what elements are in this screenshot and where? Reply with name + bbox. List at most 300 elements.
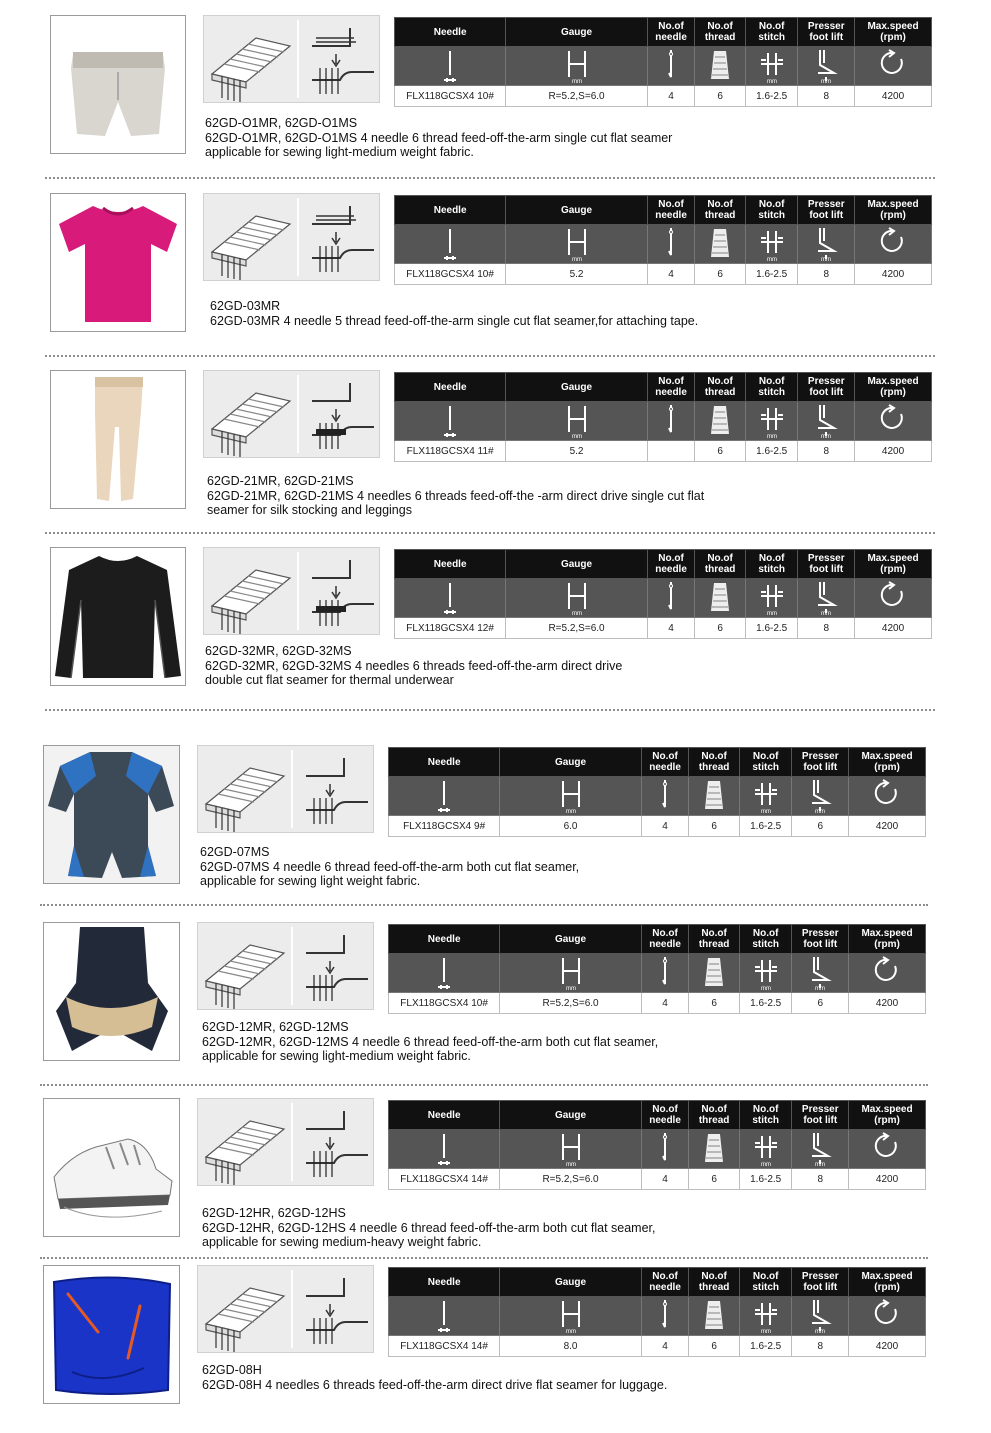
spec-icon-cell bbox=[792, 954, 849, 993]
seam-diagram bbox=[197, 1265, 374, 1353]
spec-value-stitch: 1.6-2.5 bbox=[745, 86, 798, 107]
spec-value-needle: FLX118GCSX4 11# bbox=[395, 441, 506, 462]
svg-text:mm: mm bbox=[821, 79, 832, 85]
spec-header-label: No.of bbox=[752, 1271, 779, 1282]
spec-icon-cell bbox=[641, 1130, 689, 1169]
spec-header-label: (rpm) bbox=[880, 210, 906, 221]
spec-icon-cell bbox=[855, 579, 932, 618]
spec-header-label: No.of bbox=[658, 21, 684, 32]
spec-header-label: thread bbox=[704, 387, 736, 398]
spec-header-no_thread bbox=[689, 1101, 740, 1130]
spec-header-no_stitch bbox=[745, 373, 798, 402]
stitch-length-icon bbox=[758, 225, 786, 263]
spec-header-label: Needle bbox=[433, 558, 467, 570]
needle-icon bbox=[430, 1297, 458, 1335]
spec-icon-cell bbox=[500, 1130, 642, 1169]
svg-text:mm: mm bbox=[815, 986, 826, 992]
spec-value-gauge: R=5.2,S=6.0 bbox=[506, 618, 648, 639]
spec-value-stitch: 1.6-2.5 bbox=[739, 1169, 792, 1190]
gauge-icon bbox=[557, 777, 585, 815]
spec-header-label: foot lift bbox=[809, 564, 844, 575]
spec-header-no_needle bbox=[641, 1101, 689, 1130]
seam-diagram bbox=[203, 15, 380, 103]
product-photo-laptop-sleeve bbox=[43, 1265, 180, 1404]
spec-header-no_needle bbox=[647, 550, 695, 579]
spec-icon-cell bbox=[695, 579, 746, 618]
spec-header-label: No.of bbox=[701, 1104, 727, 1115]
spec-header-label: No.of bbox=[652, 1104, 678, 1115]
svg-text:mm: mm bbox=[565, 986, 576, 992]
spec-icon-cell bbox=[506, 225, 648, 264]
spec-table bbox=[394, 17, 932, 107]
spec-header-label: needle bbox=[655, 387, 687, 398]
product-description-line: double cut flat seamer for thermal underwear bbox=[205, 673, 454, 687]
presser-foot-icon bbox=[812, 402, 840, 440]
spec-header-label: Presser bbox=[807, 553, 845, 564]
spec-icon-cell bbox=[389, 1297, 500, 1336]
spec-header-no_needle bbox=[641, 748, 689, 777]
spec-header-label: stitch bbox=[758, 564, 786, 575]
spec-value-row bbox=[395, 618, 932, 639]
spec-icon-cell bbox=[689, 1130, 740, 1169]
spec-value-presser: 8 bbox=[798, 264, 855, 285]
spec-header-label: foot lift bbox=[803, 1115, 838, 1126]
spec-value-row bbox=[389, 993, 926, 1014]
spec-header-speed bbox=[849, 925, 926, 954]
spec-header-presser bbox=[798, 373, 855, 402]
spec-icon-row bbox=[389, 954, 926, 993]
spec-value-speed: 4200 bbox=[855, 264, 932, 285]
product-description-line: 62GD-32MR, 62GD-32MS 4 needles 6 threads feed-off-the-arm direct drive bbox=[205, 658, 623, 673]
spec-header-label: Gauge bbox=[560, 204, 593, 216]
product-caption bbox=[205, 116, 672, 160]
spec-header-label: No.of bbox=[707, 553, 733, 564]
spec-header-row bbox=[395, 550, 932, 579]
product-model: 62GD-12HR, 62GD-12HS bbox=[202, 1206, 346, 1220]
svg-text:mm: mm bbox=[821, 257, 832, 263]
spec-header-label: Max.speed bbox=[867, 553, 919, 564]
spec-value-row bbox=[389, 1169, 926, 1190]
spec-header-label: Needle bbox=[427, 756, 461, 768]
spec-value-needles: 4 bbox=[641, 993, 689, 1014]
spec-header-label: Needle bbox=[433, 26, 467, 38]
seam-diagram bbox=[203, 193, 380, 281]
svg-text:mm: mm bbox=[821, 611, 832, 617]
single-needle-icon bbox=[657, 579, 685, 617]
presser-foot-icon bbox=[812, 225, 840, 263]
spec-icon-cell bbox=[389, 777, 500, 816]
rotation-icon bbox=[873, 1297, 901, 1335]
spec-icon-cell bbox=[647, 225, 695, 264]
spec-header-label: Max.speed bbox=[861, 1271, 913, 1282]
spec-value-needle: FLX118GCSX4 12# bbox=[395, 618, 506, 639]
spec-header-label: No.of bbox=[658, 376, 684, 387]
spec-header-presser bbox=[798, 18, 855, 47]
thread-spool-icon bbox=[700, 954, 728, 992]
spec-header-label: stitch bbox=[752, 939, 780, 950]
section-divider bbox=[45, 355, 935, 357]
spec-value-presser: 8 bbox=[792, 1169, 849, 1190]
product-section bbox=[0, 193, 991, 343]
spec-icon-cell bbox=[798, 402, 855, 441]
spec-icon-cell bbox=[641, 1297, 689, 1336]
section-divider bbox=[40, 1257, 928, 1259]
product-caption bbox=[202, 1020, 658, 1064]
spec-header-label: thread bbox=[698, 1282, 730, 1293]
spec-header-label: No.of bbox=[758, 553, 785, 564]
spec-header-label: foot lift bbox=[809, 210, 844, 221]
spec-value-row bbox=[395, 264, 932, 285]
presser-foot-icon bbox=[806, 777, 834, 815]
spec-header-gauge bbox=[506, 196, 648, 225]
spec-icon-row bbox=[389, 1297, 926, 1336]
product-description-line: 62GD-08H 4 needles 6 threads feed-off-the-arm direct drive flat seamer for luggage. bbox=[202, 1377, 668, 1392]
single-needle-icon bbox=[651, 1130, 679, 1168]
spec-icon-cell bbox=[739, 954, 792, 993]
spec-value-speed: 4200 bbox=[855, 441, 932, 462]
spec-header-label: No.of bbox=[707, 21, 733, 32]
spec-header-speed bbox=[849, 748, 926, 777]
product-model: 62GD-08H bbox=[202, 1363, 262, 1377]
spec-header-label: thread bbox=[704, 564, 736, 575]
spec-value-stitch: 1.6-2.5 bbox=[739, 1336, 792, 1357]
product-caption bbox=[207, 474, 704, 518]
spec-icon-row bbox=[395, 579, 932, 618]
svg-text:mm: mm bbox=[766, 434, 777, 440]
spec-icon-cell bbox=[792, 1130, 849, 1169]
spec-icon-cell bbox=[745, 402, 798, 441]
spec-header-speed bbox=[855, 196, 932, 225]
spec-header-label: needle bbox=[649, 1282, 681, 1293]
spec-value-row bbox=[395, 441, 932, 462]
stitch-length-icon bbox=[752, 1297, 780, 1335]
rotation-icon bbox=[879, 402, 907, 440]
product-section bbox=[0, 1265, 991, 1415]
product-description-line: 62GD-21MR, 62GD-21MS 4 needles 6 threads feed-off-the -arm direct drive single cut flat bbox=[207, 488, 705, 503]
spec-value-row bbox=[395, 86, 932, 107]
needle-icon bbox=[430, 1130, 458, 1168]
spec-header-no_stitch bbox=[745, 196, 798, 225]
spec-value-gauge: R=5.2,S=6.0 bbox=[500, 1169, 642, 1190]
spec-header-no_needle bbox=[647, 373, 695, 402]
spec-value-speed: 4200 bbox=[855, 86, 932, 107]
spec-icon-cell bbox=[739, 1130, 792, 1169]
spec-header-needle bbox=[389, 1101, 500, 1130]
product-section bbox=[0, 1098, 991, 1248]
spec-header-no_thread bbox=[689, 1268, 740, 1297]
spec-header-label: No.of bbox=[701, 1271, 727, 1282]
spec-header-row bbox=[389, 748, 926, 777]
spec-value-speed: 4200 bbox=[849, 1169, 926, 1190]
spec-icon-cell bbox=[389, 954, 500, 993]
spec-header-speed bbox=[855, 550, 932, 579]
spec-header-label: needle bbox=[655, 564, 687, 575]
spec-value-presser: 8 bbox=[798, 618, 855, 639]
spec-value-threads: 6 bbox=[695, 441, 746, 462]
spec-header-gauge bbox=[500, 748, 642, 777]
spec-header-label: foot lift bbox=[803, 1282, 838, 1293]
stitch-length-icon bbox=[752, 1130, 780, 1168]
spec-header-label: thread bbox=[698, 939, 730, 950]
product-description-line: 62GD-12HR, 62GD-12HS 4 needle 6 thread feed-off-the-arm both cut flat seamer, bbox=[202, 1220, 656, 1235]
thread-spool-icon bbox=[706, 579, 734, 617]
spec-header-label: needle bbox=[649, 939, 681, 950]
spec-value-row bbox=[389, 816, 926, 837]
spec-value-presser: 6 bbox=[792, 993, 849, 1014]
spec-value-needle: FLX118GCSX4 14# bbox=[389, 1336, 500, 1357]
spec-header-label: foot lift bbox=[809, 387, 844, 398]
section-divider bbox=[40, 904, 928, 906]
rotation-icon bbox=[873, 777, 901, 815]
spec-header-label: foot lift bbox=[803, 939, 838, 950]
spec-header-label: Max.speed bbox=[867, 199, 919, 210]
spec-icon-cell bbox=[745, 579, 798, 618]
spec-value-needles: 4 bbox=[641, 1336, 689, 1357]
spec-icon-cell bbox=[849, 954, 926, 993]
spec-header-no_needle bbox=[641, 1268, 689, 1297]
spec-table bbox=[388, 747, 926, 837]
rotation-icon bbox=[873, 954, 901, 992]
product-description-line: applicable for sewing light-medium weight fabric. bbox=[202, 1049, 471, 1063]
spec-value-stitch: 1.6-2.5 bbox=[745, 441, 798, 462]
spec-header-no_needle bbox=[641, 925, 689, 954]
product-caption bbox=[205, 644, 622, 688]
spec-header-label: No.of bbox=[758, 21, 785, 32]
spec-header-no_stitch bbox=[739, 748, 792, 777]
spec-value-gauge: 5.2 bbox=[506, 441, 648, 462]
product-description-line: applicable for sewing medium-heavy weight fabric. bbox=[202, 1235, 482, 1249]
spec-header-label: stitch bbox=[752, 1282, 780, 1293]
spec-header-no_thread bbox=[689, 925, 740, 954]
product-description-line: applicable for sewing light weight fabric. bbox=[200, 874, 421, 888]
spec-header-label: Max.speed bbox=[867, 376, 919, 387]
product-model: 62GD-12MR, 62GD-12MS bbox=[202, 1020, 349, 1034]
spec-icon-cell bbox=[395, 402, 506, 441]
spec-value-speed: 4200 bbox=[855, 618, 932, 639]
spec-icon-cell bbox=[395, 579, 506, 618]
spec-header-label: Gauge bbox=[554, 756, 587, 768]
spec-header-needle bbox=[395, 196, 506, 225]
spec-header-gauge bbox=[500, 1101, 642, 1130]
spec-value-needles bbox=[647, 441, 695, 462]
spec-value-needles: 4 bbox=[641, 816, 689, 837]
spec-icon-cell bbox=[647, 47, 695, 86]
spec-icon-cell bbox=[798, 225, 855, 264]
svg-text:mm: mm bbox=[766, 257, 777, 263]
spec-header-row bbox=[395, 196, 932, 225]
spec-header-label: (rpm) bbox=[880, 564, 906, 575]
spec-header-label: No.of bbox=[658, 199, 684, 210]
section-divider bbox=[45, 709, 935, 711]
spec-value-threads: 6 bbox=[695, 618, 746, 639]
spec-icon-cell bbox=[739, 777, 792, 816]
product-description-line: 62GD-12MR, 62GD-12MS 4 needle 6 thread feed-off-the-arm both cut flat seamer, bbox=[202, 1034, 659, 1049]
spec-value-needles: 4 bbox=[647, 86, 695, 107]
spec-value-gauge: R=5.2,S=6.0 bbox=[500, 993, 642, 1014]
spec-icon-cell bbox=[792, 777, 849, 816]
spec-icon-cell bbox=[500, 777, 642, 816]
spec-header-label: Presser bbox=[801, 928, 839, 939]
spec-icon-cell bbox=[500, 1297, 642, 1336]
spec-header-label: Needle bbox=[433, 381, 467, 393]
spec-header-label: needle bbox=[655, 210, 687, 221]
spec-header-label: Needle bbox=[433, 204, 467, 216]
spec-header-speed bbox=[855, 18, 932, 47]
spec-icon-cell bbox=[647, 579, 695, 618]
product-description-line: applicable for sewing light-medium weight fabric. bbox=[205, 145, 474, 159]
spec-table bbox=[388, 1267, 926, 1357]
gauge-icon bbox=[557, 1130, 585, 1168]
spec-header-no_thread bbox=[695, 373, 746, 402]
spec-icon-cell bbox=[506, 47, 648, 86]
thread-spool-icon bbox=[700, 777, 728, 815]
spec-table bbox=[388, 1100, 926, 1190]
spec-icon-row bbox=[395, 402, 932, 441]
svg-text:mm: mm bbox=[565, 1329, 576, 1335]
svg-text:mm: mm bbox=[815, 1162, 826, 1168]
spec-header-label: (rpm) bbox=[874, 939, 900, 950]
single-needle-icon bbox=[657, 402, 685, 440]
seam-diagram bbox=[197, 1098, 374, 1186]
spec-icon-cell bbox=[695, 225, 746, 264]
spec-header-gauge bbox=[506, 18, 648, 47]
spec-header-presser bbox=[792, 1101, 849, 1130]
rotation-icon bbox=[879, 47, 907, 85]
spec-header-label: (rpm) bbox=[874, 762, 900, 773]
gauge-icon bbox=[563, 579, 591, 617]
product-section bbox=[0, 370, 991, 520]
spec-header-label: No.of bbox=[752, 1104, 779, 1115]
spec-value-gauge: 5.2 bbox=[506, 264, 648, 285]
seam-diagram bbox=[203, 547, 380, 635]
spec-icon-cell bbox=[641, 777, 689, 816]
spec-icon-cell bbox=[695, 47, 746, 86]
spec-value-presser: 6 bbox=[792, 816, 849, 837]
spec-value-speed: 4200 bbox=[849, 993, 926, 1014]
product-description-line: 62GD-07MS 4 needle 6 thread feed-off-the-arm both cut flat seamer, bbox=[200, 859, 580, 874]
product-photo-t-shirt bbox=[50, 193, 186, 332]
spec-header-label: (rpm) bbox=[880, 32, 906, 43]
seam-diagram bbox=[197, 745, 374, 833]
spec-table bbox=[394, 372, 932, 462]
spec-icon-cell bbox=[395, 225, 506, 264]
spec-header-needle bbox=[389, 1268, 500, 1297]
spec-header-row bbox=[389, 1268, 926, 1297]
spec-header-needle bbox=[395, 550, 506, 579]
svg-text:mm: mm bbox=[760, 1329, 771, 1335]
thread-spool-icon bbox=[706, 47, 734, 85]
spec-header-label: Gauge bbox=[560, 558, 593, 570]
spec-header-row bbox=[389, 925, 926, 954]
spec-value-presser: 8 bbox=[798, 86, 855, 107]
spec-value-stitch: 1.6-2.5 bbox=[745, 264, 798, 285]
section-divider bbox=[45, 532, 935, 534]
spec-header-gauge bbox=[506, 550, 648, 579]
spec-value-threads: 6 bbox=[689, 816, 740, 837]
spec-value-speed: 4200 bbox=[849, 816, 926, 837]
spec-header-gauge bbox=[506, 373, 648, 402]
spec-header-label: Max.speed bbox=[861, 1104, 913, 1115]
spec-header-no_stitch bbox=[739, 925, 792, 954]
spec-header-no_stitch bbox=[745, 550, 798, 579]
spec-header-row bbox=[395, 373, 932, 402]
spec-header-no_needle bbox=[647, 18, 695, 47]
spec-header-label: Max.speed bbox=[861, 928, 913, 939]
spec-header-label: (rpm) bbox=[874, 1115, 900, 1126]
stitch-length-icon bbox=[752, 954, 780, 992]
spec-header-label: No.of bbox=[658, 553, 684, 564]
spec-header-no_thread bbox=[695, 18, 746, 47]
spec-icon-cell bbox=[641, 954, 689, 993]
stitch-length-icon bbox=[752, 777, 780, 815]
spec-header-needle bbox=[389, 748, 500, 777]
spec-header-label: thread bbox=[704, 32, 736, 43]
spec-header-speed bbox=[855, 373, 932, 402]
product-model: 62GD-32MR, 62GD-32MS bbox=[205, 644, 352, 658]
rotation-icon bbox=[879, 225, 907, 263]
spec-header-label: thread bbox=[704, 210, 736, 221]
spec-icon-cell bbox=[739, 1297, 792, 1336]
spec-header-label: stitch bbox=[758, 387, 786, 398]
spec-header-presser bbox=[792, 748, 849, 777]
spec-header-label: stitch bbox=[758, 210, 786, 221]
spec-header-speed bbox=[849, 1101, 926, 1130]
spec-icon-cell bbox=[792, 1297, 849, 1336]
spec-icon-row bbox=[395, 47, 932, 86]
spec-header-label: No.of bbox=[707, 199, 733, 210]
product-photo-boxer-briefs bbox=[50, 15, 186, 154]
spec-header-no_stitch bbox=[745, 18, 798, 47]
spec-value-needles: 4 bbox=[647, 264, 695, 285]
spec-value-stitch: 1.6-2.5 bbox=[739, 816, 792, 837]
spec-header-presser bbox=[798, 196, 855, 225]
spec-icon-row bbox=[395, 225, 932, 264]
spec-header-label: stitch bbox=[752, 1115, 780, 1126]
spec-icon-cell bbox=[849, 777, 926, 816]
svg-text:mm: mm bbox=[815, 1329, 826, 1335]
spec-icon-cell bbox=[855, 47, 932, 86]
product-description-line: 62GD-O1MR, 62GD-O1MS 4 needle 6 thread feed-off-the-arm single cut flat seamer bbox=[205, 130, 673, 145]
spec-header-label: (rpm) bbox=[874, 1282, 900, 1293]
product-photo-sneaker bbox=[43, 1098, 180, 1237]
seam-diagram bbox=[203, 370, 380, 458]
presser-foot-icon bbox=[806, 954, 834, 992]
gauge-icon bbox=[557, 1297, 585, 1335]
spec-header-label: Presser bbox=[801, 751, 839, 762]
spec-header-label: (rpm) bbox=[880, 387, 906, 398]
presser-foot-icon bbox=[812, 47, 840, 85]
spec-value-row bbox=[389, 1336, 926, 1357]
product-model: 62GD-21MR, 62GD-21MS bbox=[207, 474, 354, 488]
spec-header-needle bbox=[395, 373, 506, 402]
single-needle-icon bbox=[657, 47, 685, 85]
spec-header-label: Presser bbox=[801, 1104, 839, 1115]
gauge-icon bbox=[563, 225, 591, 263]
single-needle-icon bbox=[657, 225, 685, 263]
spec-value-presser: 8 bbox=[792, 1336, 849, 1357]
svg-text:mm: mm bbox=[815, 809, 826, 815]
spec-header-label: Max.speed bbox=[867, 21, 919, 32]
product-caption bbox=[200, 845, 579, 889]
spec-value-stitch: 1.6-2.5 bbox=[739, 993, 792, 1014]
spec-icon-cell bbox=[689, 1297, 740, 1336]
spec-value-speed: 4200 bbox=[849, 1336, 926, 1357]
spec-value-gauge: 8.0 bbox=[500, 1336, 642, 1357]
spec-header-label: foot lift bbox=[809, 32, 844, 43]
svg-text:mm: mm bbox=[760, 809, 771, 815]
spec-header-no_thread bbox=[695, 550, 746, 579]
spec-header-speed bbox=[849, 1268, 926, 1297]
